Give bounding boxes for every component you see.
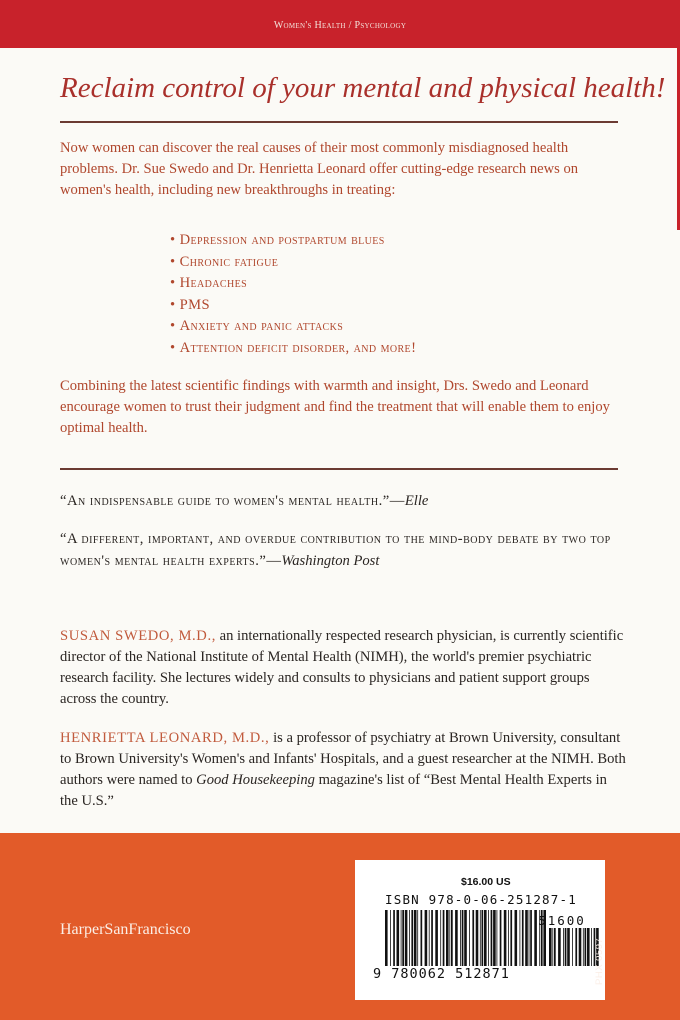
addon-digits: 51600	[538, 913, 586, 928]
review-quote	[60, 490, 630, 512]
barcode-bar	[390, 910, 391, 966]
review-quote	[60, 528, 630, 572]
list-item: • Depression and postpartum blues	[170, 230, 416, 252]
category-label: Women's Health / Psychology	[273, 20, 407, 31]
barcode-bar	[579, 928, 582, 966]
list-item: • Attention deficit disorder, and more!	[170, 338, 416, 360]
product-code: PHX 0597	[594, 937, 605, 985]
barcode-bar	[429, 910, 430, 966]
list-item: • Chronic fatigue	[170, 252, 416, 274]
closing-paragraph: Combining the latest scientific findings with warmth and insight, Drs. Swedo and Leonard encourage women to trust their judgment and find the treatment that will enable them to enjoy optimal health.	[60, 378, 610, 436]
barcode-bar	[587, 928, 590, 966]
barcode-bar	[558, 928, 561, 966]
barcode-bar	[504, 910, 507, 966]
author-name: SUSAN SWEDO, M.D.,	[60, 628, 216, 644]
barcode-digits: 9 780062 512871	[373, 966, 510, 982]
barcode-bar	[451, 910, 453, 966]
author-bio	[60, 728, 626, 812]
divider	[60, 468, 618, 470]
barcode-bar	[455, 910, 458, 966]
barcode-bar	[583, 928, 584, 966]
barcode-bar	[552, 928, 553, 966]
barcode-bar	[508, 910, 509, 966]
quote-source: Washington Post	[281, 553, 380, 569]
barcode-bar	[549, 928, 552, 966]
barcode-bar	[469, 910, 470, 966]
quote-source: Elle	[404, 493, 429, 509]
barcode-bar	[497, 910, 498, 966]
list-item: • PMS	[170, 295, 416, 317]
barcode-bar	[472, 910, 474, 966]
barcode-bar	[565, 928, 567, 966]
barcode-bar	[476, 910, 479, 966]
barcode-bar	[449, 910, 450, 966]
barcode-bar	[435, 910, 438, 966]
barcode-bar	[460, 910, 461, 966]
barcode-bar	[493, 910, 496, 966]
barcode-bar	[554, 928, 556, 966]
barcode-bar	[425, 910, 428, 966]
barcode-bar	[572, 928, 573, 966]
list-item: • Headaches	[170, 273, 416, 295]
barcode-bar	[567, 928, 570, 966]
barcode-bar	[591, 928, 592, 966]
barcode-bar	[401, 910, 402, 966]
isbn-label: ISBN 978-0-06-251287-1	[385, 892, 577, 907]
barcode-bar	[417, 910, 418, 966]
barcode-bar	[431, 910, 433, 966]
barcode-bar	[500, 910, 502, 966]
divider	[60, 121, 618, 123]
barcode-bar	[446, 910, 449, 966]
publisher-name: HarperSanFrancisco	[60, 921, 191, 938]
quote-text: “An indispensable guide to women's mental health.”—	[60, 493, 405, 509]
barcode-bar	[402, 910, 404, 966]
quote-text: “A different, important, and overdue contribution to the mind-body debate by two top women's mental health experts.”—	[60, 531, 611, 569]
barcode-bar	[563, 928, 564, 966]
barcode-bar	[480, 910, 481, 966]
headline: Reclaim control of your mental and physical health!	[60, 72, 666, 104]
bio-text: an internationally respected research physician, is currently scientific director of the National Institute of Mental Health (NIMH), the world's premier psychiatric research facility. She lectures widely and consults to physicians and patient support groups across the country.	[60, 628, 624, 707]
barcode-bar	[421, 910, 423, 966]
barcode-bar	[520, 910, 521, 966]
barcode-bar	[414, 910, 417, 966]
bio-text: is a professor of psychiatry at Brown University, consultant to Brown University's Women's and Infants' Hospitals, and a guest researcher at the NIMH. Both authors were named to	[60, 730, 626, 788]
barcode-bar	[491, 910, 493, 966]
barcode-bar	[488, 910, 489, 966]
barcode-bar	[397, 910, 400, 966]
list-item: • Anxiety and panic attacks	[170, 316, 416, 338]
barcode-bar	[484, 910, 487, 966]
barcode-bar	[575, 928, 577, 966]
barcode-bar	[462, 910, 464, 966]
barcode-addon-bars	[549, 928, 599, 966]
barcode-bar	[405, 910, 408, 966]
magazine-title: Good Housekeeping	[196, 772, 315, 788]
barcode-bar	[411, 910, 413, 966]
barcode-bar	[482, 910, 484, 966]
intro-paragraph: Now women can discover the real causes of their most commonly misdiagnosed health problems. Dr. Sue Swedo and Dr. Henrietta Leonard offer cutting-edge research news on women's health, including new breakthroughs in treating:	[60, 140, 579, 198]
barcode-bar	[510, 910, 512, 966]
barcode-bar	[440, 910, 441, 966]
barcode-panel	[355, 860, 605, 1000]
barcode-bar	[464, 910, 467, 966]
price-label: $16.00 US	[461, 876, 511, 888]
topic-list	[170, 230, 416, 360]
barcode-bar	[585, 928, 587, 966]
author-name: HENRIETTA LEONARD, M.D.,	[60, 730, 270, 746]
bio-text: magazine's list of “Best Mental Health Experts in the U.S.”	[60, 772, 607, 809]
barcode-bar	[409, 910, 410, 966]
barcode-bar	[515, 910, 518, 966]
author-bio	[60, 626, 626, 710]
barcode-bar	[443, 910, 445, 966]
barcode-bar	[393, 910, 395, 966]
barcode-bar	[385, 910, 388, 966]
